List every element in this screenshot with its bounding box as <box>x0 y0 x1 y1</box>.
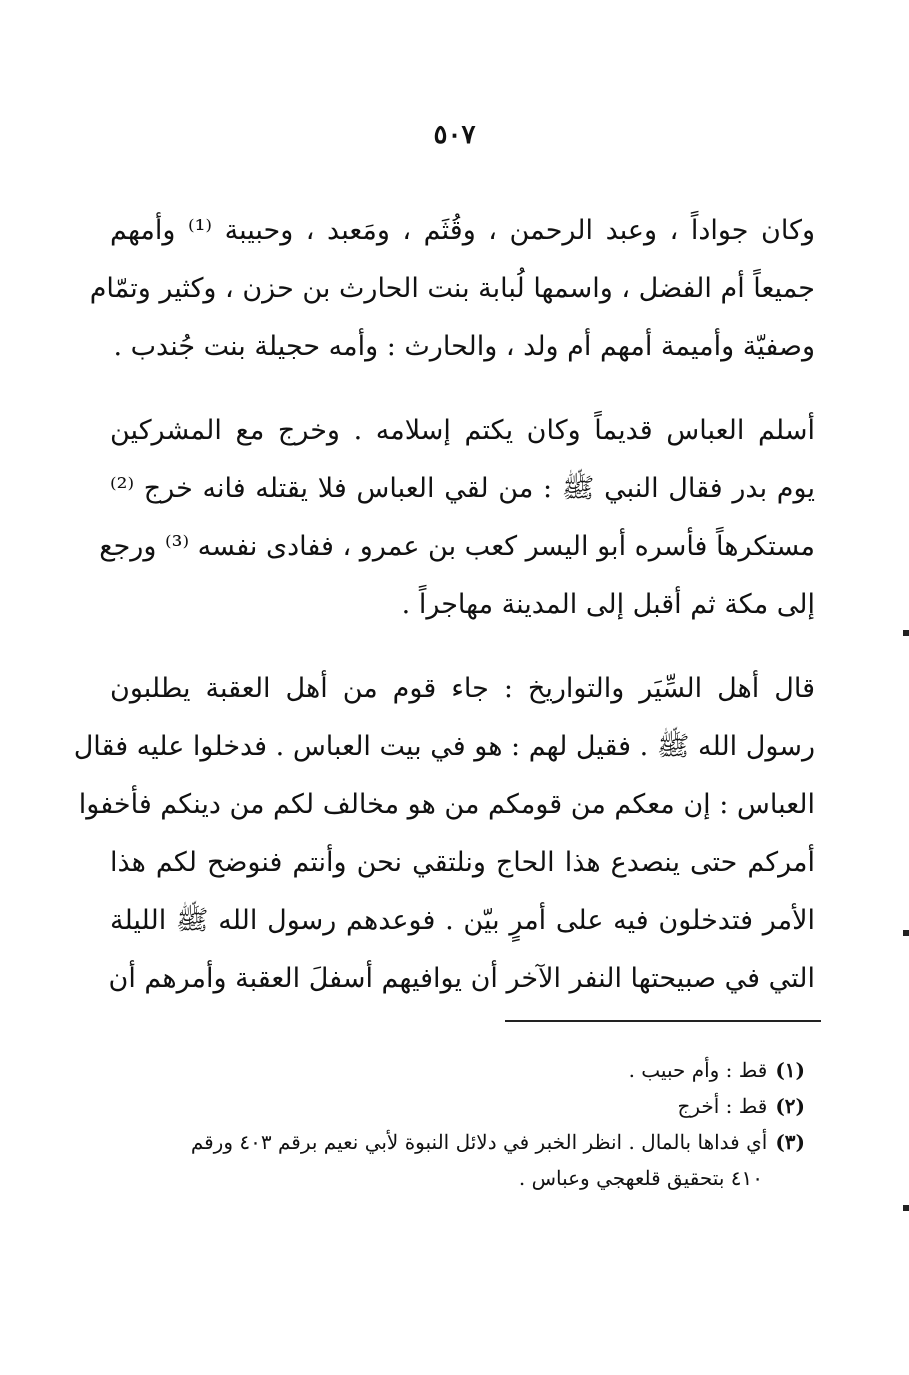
page-number: ٥٠٧ <box>433 120 476 150</box>
text-line: أسلم العباس قديماً وكان يكتم إسلامه . وخرج مع المشركين <box>110 415 815 446</box>
text-line: مستكرهاً فأسره أبو اليسر كعب بن عمرو ، ففادى نفسه ⁽³⁾ ورجع <box>99 531 815 562</box>
scan-edge-mark <box>903 930 909 936</box>
text-line: أمركم حتى ينصدع هذا الحاج ونلتقي نحن وأنتم فنوضح لكم هذا <box>110 847 815 878</box>
main-text <box>73 202 815 1008</box>
footnote-2 <box>110 1088 805 1124</box>
paragraph-1 <box>89 202 815 376</box>
text-line: قال أهل السِّيَر والتواريخ : جاء قوم من أهل العقبة يطلبون <box>110 673 815 704</box>
footnote-text: قط : وأم حبيب . <box>628 1058 768 1082</box>
footnote-1 <box>110 1052 805 1088</box>
footnote-number: (٣) <box>775 1130 805 1154</box>
footnote-separator <box>505 1020 821 1022</box>
text-line: الأمر فتدخلون فيه على أمرٍ بيّن . فوعدهم رسول الله ﷺ الليلة <box>110 905 815 936</box>
footnotes <box>110 1052 805 1196</box>
text-line: إلى مكة ثم أقبل إلى المدينة مهاجراً . <box>401 589 815 620</box>
text-line: العباس : إن معكم من قومكم من هو مخالف لكم من دينكم فأخفوا <box>78 789 815 820</box>
text-line: وكان جواداً ، وعبد الرحمن ، وقُثَم ، ومَعبد ، وحبيبة ⁽¹⁾ وأمهم <box>110 215 815 246</box>
text-line: التي في صبيحتها النفر الآخر أن يوافيهم أسفلَ العقبة وأمرهم أن <box>108 963 815 994</box>
text-line: رسول الله ﷺ . فقيل لهم : هو في بيت العباس . فدخلوا عليه فقال <box>73 731 815 762</box>
footnote-number: (١) <box>775 1058 805 1082</box>
footnote-3 <box>110 1124 805 1160</box>
paragraph-2 <box>99 402 815 634</box>
footnote-text: أي فداها بالمال . انظر الخبر في دلائل النبوة لأبي نعيم برقم ٤٠٣ ورقم <box>190 1130 768 1154</box>
text-line: وصفيّة وأميمة أمهم أم ولد ، والحارث : وأمه حجيلة بنت جُندب . <box>113 331 815 362</box>
scan-edge-mark <box>903 630 909 636</box>
text-line: جميعاً أم الفضل ، واسمها لُبابة بنت الحارث بن حزن ، وكثير وتمّام <box>89 273 815 304</box>
footnote-text: ٤١٠ بتحقيق قلعهجي وعباس . <box>518 1166 763 1190</box>
text-line: يوم بدر فقال النبي ﷺ : من لقي العباس فلا يقتله فانه خرج ⁽²⁾ <box>110 473 815 504</box>
paragraph-3 <box>73 660 815 1008</box>
footnote-3-continuation <box>110 1160 805 1196</box>
footnote-text: قط : أخرج <box>677 1094 768 1118</box>
footnote-number: (٢) <box>775 1094 805 1118</box>
scan-edge-mark <box>903 1205 909 1211</box>
